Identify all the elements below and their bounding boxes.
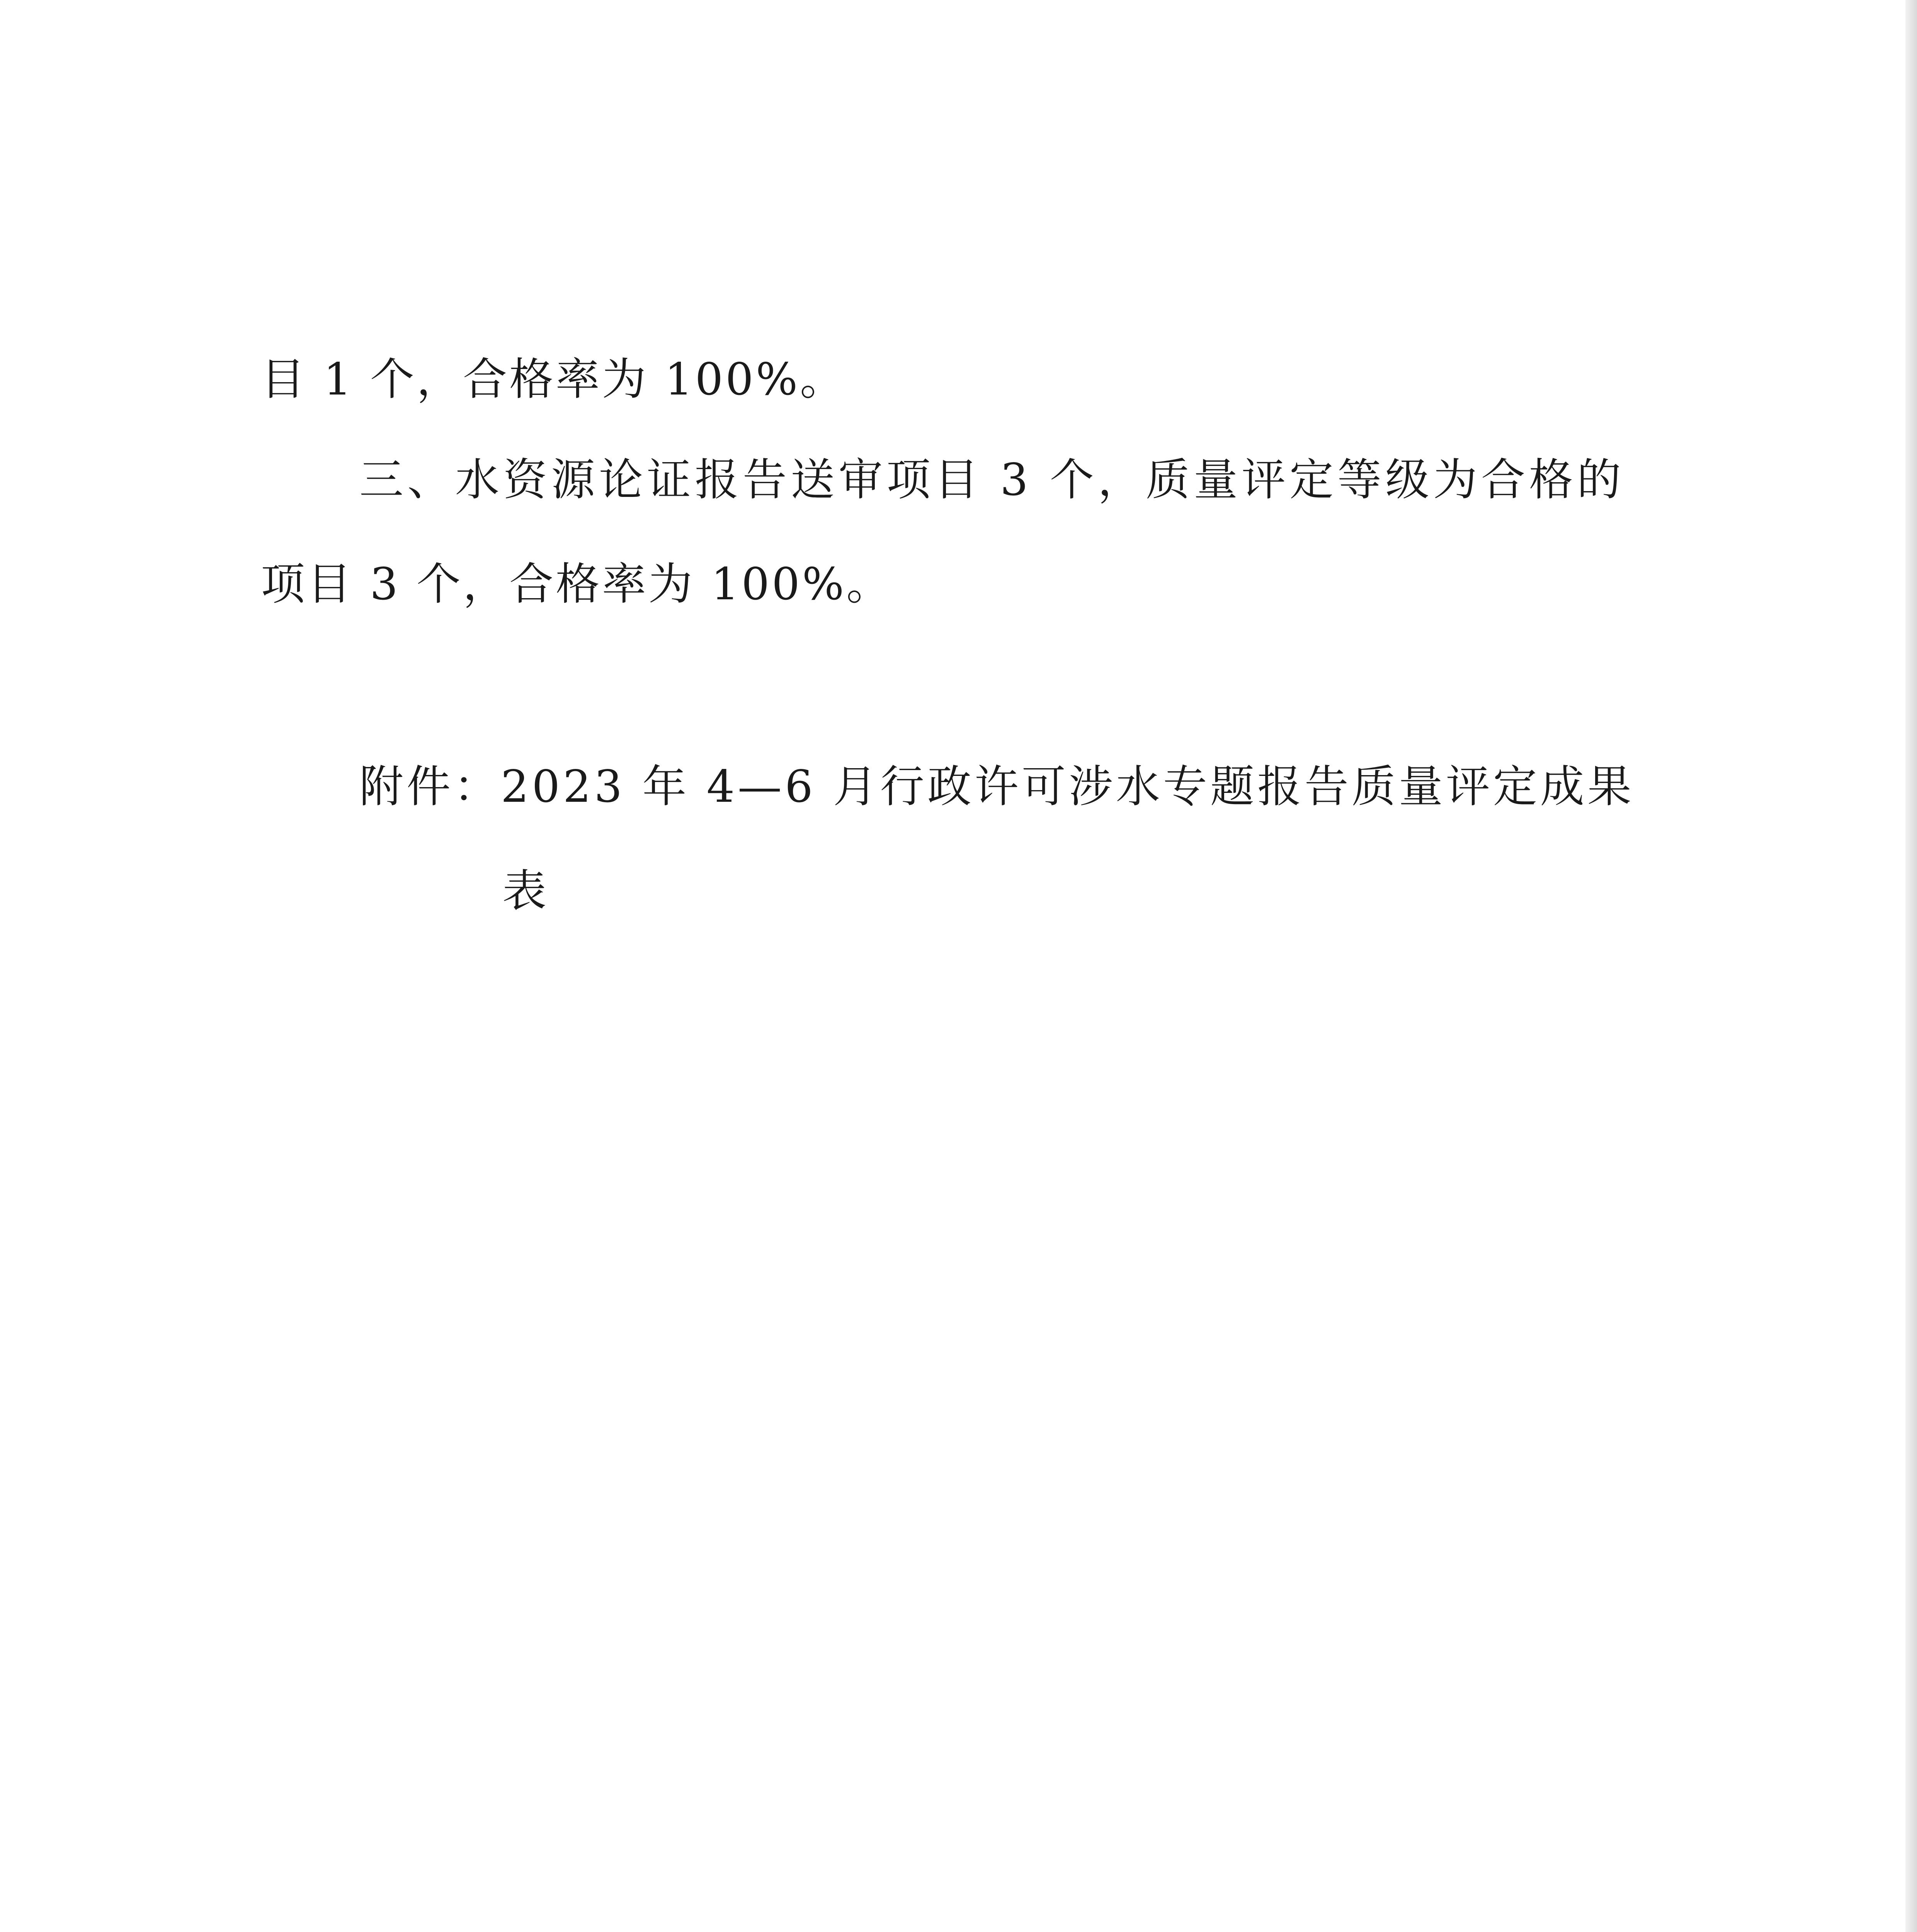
attachment-line-continuation: 表 (502, 865, 549, 917)
body-text-line: 项目 3 个，合格率为 100%。 (261, 558, 893, 610)
page-edge-shadow (1905, 0, 1917, 1932)
body-text-line: 目 1 个，合格率为 100%。 (261, 354, 847, 405)
attachment-line: 附件：2023 年 4—6 月行政许可涉水专题报告质量评定成果 (359, 761, 1635, 812)
body-text-line: 三、水资源论证报告送审项目 3 个，质量评定等级为合格的 (359, 454, 1625, 505)
